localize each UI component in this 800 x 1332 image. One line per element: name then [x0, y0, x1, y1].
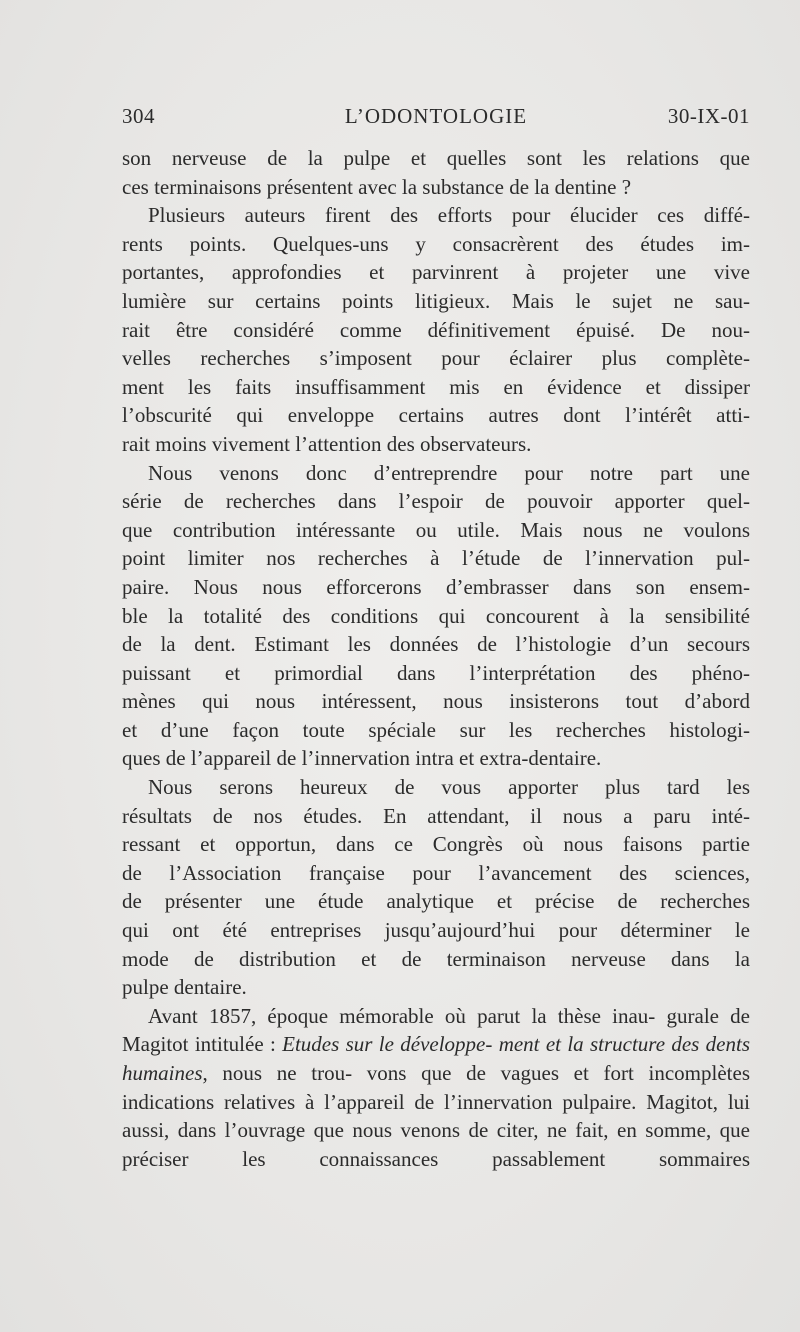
text-line: que contribution intéressante ou utile. Mais nous ne voulons [122, 517, 750, 542]
text-line: de présenter une étude analytique et précise de recherches [122, 889, 750, 914]
text-line: point limiter nos recherches à l’étude de l’innervation pul- [122, 546, 750, 571]
text-line: série de recherches dans l’espoir de pouvoir apporter quel- [122, 489, 750, 514]
text-line: Nous venons donc d’entreprendre pour notre part une [148, 460, 750, 485]
paragraph-4 [122, 773, 750, 1002]
text-line: qui ont été entreprises jusqu’aujourd’hui pour déterminer le [122, 918, 750, 943]
text-line: ble la totalité des conditions qui concourent à la sensibilité [122, 603, 750, 628]
paragraph-1 [122, 144, 750, 201]
paragraph-3 [122, 459, 750, 774]
page-header [122, 104, 750, 134]
text-line: ment les faits insuffisamment mis en évidence et dissiper [122, 374, 750, 399]
text-line: velles recherches s’imposent pour éclairer plus complète- [122, 346, 750, 371]
text-line: l’obscurité qui enveloppe certains autres dont l’intérêt atti- [122, 403, 750, 428]
text-line: rait être considéré comme définitivement épuisé. De nou- [122, 317, 750, 342]
book-title: Etudes sur le développe- ment et la structure des dents humaines [122, 1032, 750, 1085]
text-line: portantes, approfondies et parvinrent à projeter une vive [122, 260, 750, 285]
text-line: Plusieurs auteurs firent des efforts pour élucider ces diffé- [148, 203, 750, 228]
text-line: puissant et primordial dans l’interprétation des phéno- [122, 660, 750, 685]
text-line: paire. Nous nous efforcerons d’embrasser dans son ensem- [122, 574, 750, 599]
text-line: et d’une façon toute spéciale sur les recherches histologi- [122, 717, 750, 742]
text-line: ces terminaisons présentent avec la substance de la dentine ? [122, 174, 632, 199]
paragraph-2 [122, 201, 750, 458]
body-text [122, 144, 750, 1173]
text-line: de l’Association française pour l’avancement des sciences, [122, 860, 750, 885]
text-line: mènes qui nous intéressent, nous insisterons tout d’abord [122, 689, 750, 714]
text-line: ressant et opportun, dans ce Congrès où nous faisons partie [122, 832, 750, 857]
header-date: 30-IX-01 [667, 104, 750, 128]
text-line: mode de distribution et de terminaison nerveuse dans la [122, 946, 750, 971]
text-line: son nerveuse de la pulpe et quelles sont les relations que [122, 146, 750, 170]
text-line: Nous serons heureux de vous apporter plus tard les [148, 775, 750, 800]
text-line: lumière sur certains points litigieux. Mais le sujet ne sau- [122, 288, 750, 313]
paragraph-5-text-before-title: Avant 1857, époque mémorable où parut la thèse inau- gurale de Magitot intitulée : [122, 1003, 750, 1057]
text-line: rents points. Quelques-uns y consacrèrent des études im- [122, 231, 750, 256]
text-line: résultats de nos études. En attendant, il nous a paru inté- [122, 803, 750, 828]
text-line: rait moins vivement l’attention des observateurs. [122, 431, 532, 456]
paragraph-5 [122, 1002, 750, 1174]
text-line: pulpe dentaire. [122, 975, 247, 1000]
text-line: ques de l’appareil de l’innervation intra et extra-dentaire. [122, 746, 602, 771]
running-title: L’ODONTOLOGIE [344, 104, 528, 128]
text-line: de la dent. Estimant les données de l’histologie d’un secours [122, 632, 750, 657]
paragraph-5-text-after-title: , nous ne trou- vons que de vagues et fort incomplètes indications relatives à l’appareil de l’innervation pulpaire. Magitot, lui aussi, dans l’ouvrage que nous venons de citer, ne fait, en somme, que préciser les connaissances passablement sommaires [122, 1061, 750, 1171]
page-number: 304 [122, 104, 155, 128]
